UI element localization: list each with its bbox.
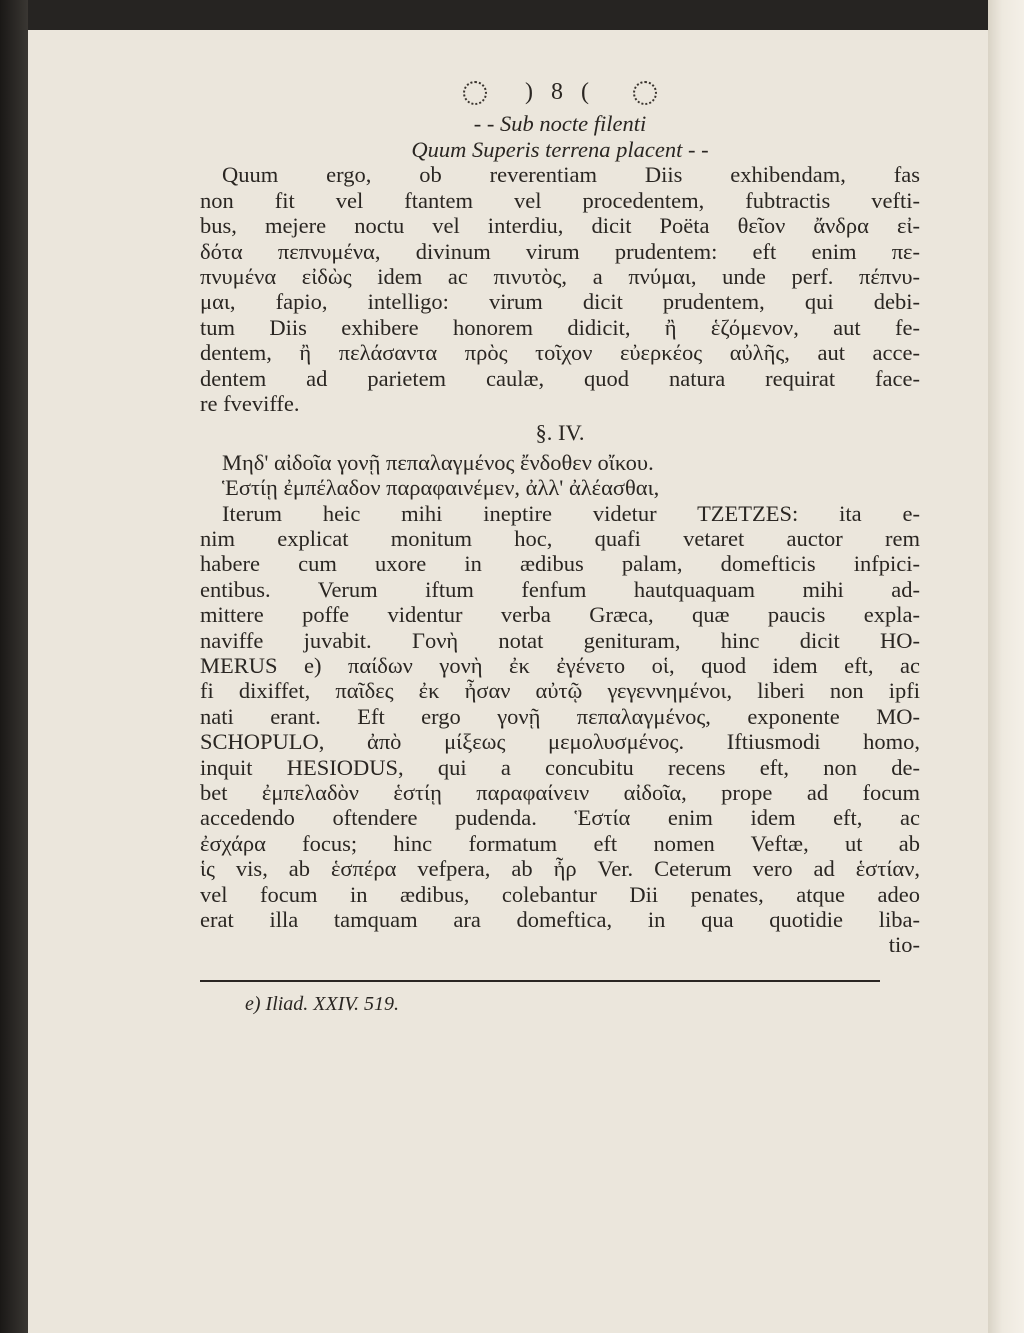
- section-heading: §. IV.: [535, 420, 585, 446]
- text-line: tum Diis exhibere honorem didicit, ἢ ἑζόμενον, aut fe-: [200, 314, 920, 340]
- text-line: non fit vel ftantem vel procedentem, fubtractis vefti-: [200, 187, 920, 213]
- text-line: bet ἐμπελαδὸν ἑστίῃ παραφαίνειν αἰδοῖα, prope ad focum: [200, 780, 920, 806]
- text-line: ἱς vis, ab ἑσπέρα vefpera, ab ἦρ Ver. Ceterum vero ad ἑστίαν,: [200, 856, 920, 882]
- greek-verse-line: Μηδ' αἰδοῖα γονῇ πεπαλαγμένος ἔνδοθεν οἴκου.: [222, 449, 654, 475]
- verse-line: Quum Superis terrena placent - -: [411, 136, 709, 162]
- text-line: bus, mejere noctu vel interdiu, dicit Poëta θεῖον ἄνδρα εἰ-: [200, 213, 920, 239]
- page-text: [200, 80, 920, 1017]
- text-line: nati erant. Eft ergo γονῇ πεπαλαγμένος, exponente MO-: [200, 703, 920, 729]
- footnote: e) Iliad. XXIV. 519.: [245, 992, 400, 1015]
- text-line: SCHOPULO, ἀπὸ μίξεως μεμολυσμένος. Iftiusmodi homo,: [200, 729, 920, 755]
- book-spine: [0, 0, 28, 1333]
- text-line: πνυμένα εἰδὼς idem ac πινυτὸς, a πνύμαι, unde perf. πέπνυ-: [200, 263, 920, 289]
- footnote-rule: [200, 980, 880, 982]
- text-line: MERUS e) παίδων γονὴ ἐκ ἐγένετο οἱ, quod idem eft, ac: [200, 653, 920, 679]
- running-header: [200, 80, 920, 105]
- text-line: μαι, fapio, intelligo: virum dicit prudentem, qui debi-: [200, 289, 920, 315]
- text-line: accedendo oftendere pudenda. Ἑστία enim idem eft, ac: [200, 805, 920, 831]
- catchword: tio-: [888, 932, 920, 958]
- text-line: entibus. Verum iftum fenfum hautquaquam mihi ad-: [200, 576, 920, 602]
- verse-line: - - Sub nocte filenti: [473, 111, 647, 137]
- page-edge: [988, 0, 1024, 1333]
- text-line: Iterum heic mihi ineptire videtur TZETZES: ita e-: [222, 500, 920, 526]
- text-line: erat illa tamquam ara domeftica, in qua quotidie liba-: [200, 907, 920, 933]
- greek-verse-line: Ἑστίῃ ἐμπέλαδον παραφαινέμεν, ἀλλ' ἀλέασθαι,: [222, 475, 660, 501]
- text-line: nim explicat monitum hoc, quafi vetaret auctor rem: [200, 525, 920, 551]
- text-line: fi dixiffet, παῖδες ἐκ ἦσαν αὐτῷ γεγεννημένοι, liberi non ipfi: [200, 678, 920, 704]
- text-line: Quum ergo, ob reverentiam Diis exhibendam, fas: [222, 162, 920, 188]
- text-line: ἐσχάρα focus; hinc formatum eft nomen Veftæ, ut ab: [200, 830, 920, 856]
- scan-top-border: [0, 0, 1024, 30]
- text-line: mittere poffe videntur verba Græca, quæ paucis expla-: [200, 602, 920, 628]
- ornament-icon: [633, 81, 657, 105]
- text-line: dentem, ἢ πελάσαντα πρὸς τοῖχον εὐερκέος αὐλῆς, aut acce-: [200, 340, 920, 366]
- text-line: dentem ad parietem caulæ, quod natura requirat face-: [200, 365, 920, 391]
- ornament-icon: [463, 81, 487, 105]
- text-line: vel focum in ædibus, colebantur Dii penates, atque adeo: [200, 881, 920, 907]
- text-line: inquit HESIODUS, qui a concubitu recens eft, non de-: [200, 754, 920, 780]
- text-line: δότα πεπνυμένα, divinum virum prudentem: eft enim πε-: [200, 238, 920, 264]
- text-line: re fveviffe.: [200, 390, 300, 416]
- text-line: habere cum uxore in ædibus palam, domefticis infpici-: [200, 551, 920, 577]
- page-number: ) 8 (: [525, 79, 595, 105]
- text-line: naviffe juvabit. Γονὴ notat genituram, hinc dicit HO-: [200, 627, 920, 653]
